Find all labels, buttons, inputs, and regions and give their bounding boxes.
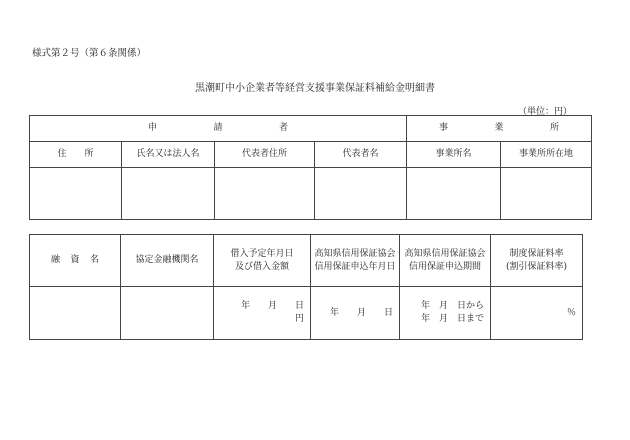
applicant-header-char: 請 [213,123,223,133]
rate-header-line1: 制度保証料率 [509,248,564,259]
column-header-rep-name: 代表者名 [315,142,407,168]
period-header-line2: 信用保証申込期間 [408,261,481,272]
document-title: 黒潮町中小企業者等経営支援事業保証料補給金明細書 [195,83,435,94]
column-header-name: 氏名又は法人名 [122,142,215,168]
column-header-bank: 協定金融機関名 [121,235,214,287]
apply-date-text: 年 月 日 [329,307,393,318]
bank-name-input-cell[interactable] [121,287,214,340]
office-header-char: 事 [439,123,449,133]
period-to-text: 年 月 日まで [420,314,484,324]
borrow-header-line2: 及び借入金額 [234,261,289,272]
rate-input-cell[interactable] [491,287,583,340]
period-input-cell[interactable] [400,287,491,340]
column-header-apply-date [311,235,400,287]
period-header-line1: 高知県信用保証協会 [404,248,486,259]
borrow-date-text: 年 月 日 [240,301,304,311]
apply-header-line2: 信用保証申込年月日 [314,261,396,272]
loan-header-char: 名 [89,255,99,265]
loan-header-char: 融 [51,255,61,265]
borrow-amount-unit: 円 [294,314,304,324]
loan-table [29,234,583,340]
office-name-input-cell[interactable] [407,168,501,220]
name-input-cell[interactable] [122,168,215,220]
applicant-table [29,115,592,220]
column-header-office-name: 事業所名 [407,142,501,168]
loan-name-input-cell[interactable] [30,287,121,340]
office-header-char: 業 [494,123,504,133]
apply-date-input-cell[interactable] [311,287,400,340]
office-header-char: 所 [549,123,559,133]
address-header-char: 所 [84,149,94,159]
applicant-header-char: 申 [148,123,158,133]
rep-name-input-cell[interactable] [315,168,407,220]
form-number: 様式第２号（第６条関係） [32,48,147,59]
column-header-address [30,142,122,168]
office-location-input-cell[interactable] [501,168,592,220]
address-header-char: 住 [57,149,67,159]
apply-header-line1: 高知県信用保証協会 [314,248,396,259]
period-from-text: 年 月 日から [420,301,484,311]
rate-unit: ％ [566,307,576,318]
column-header-rep-address: 代表者住所 [215,142,315,168]
rep-address-input-cell[interactable] [215,168,315,220]
office-group-header [407,116,592,142]
column-header-period [400,235,491,287]
loan-header-char: 資 [70,255,80,265]
column-header-rate [491,235,583,287]
applicant-header-char: 者 [278,123,288,133]
borrow-input-cell[interactable] [214,287,311,340]
rate-header-line2: (割引保証料率) [505,261,568,272]
applicant-group-header [30,116,407,142]
column-header-office-location: 事業所所在地 [501,142,592,168]
address-input-cell[interactable] [30,168,122,220]
column-header-borrow [214,235,311,287]
borrow-header-line1: 借入予定年月日 [230,248,294,259]
unit-label: （単位：円） [517,107,572,117]
column-header-loan [30,235,121,287]
